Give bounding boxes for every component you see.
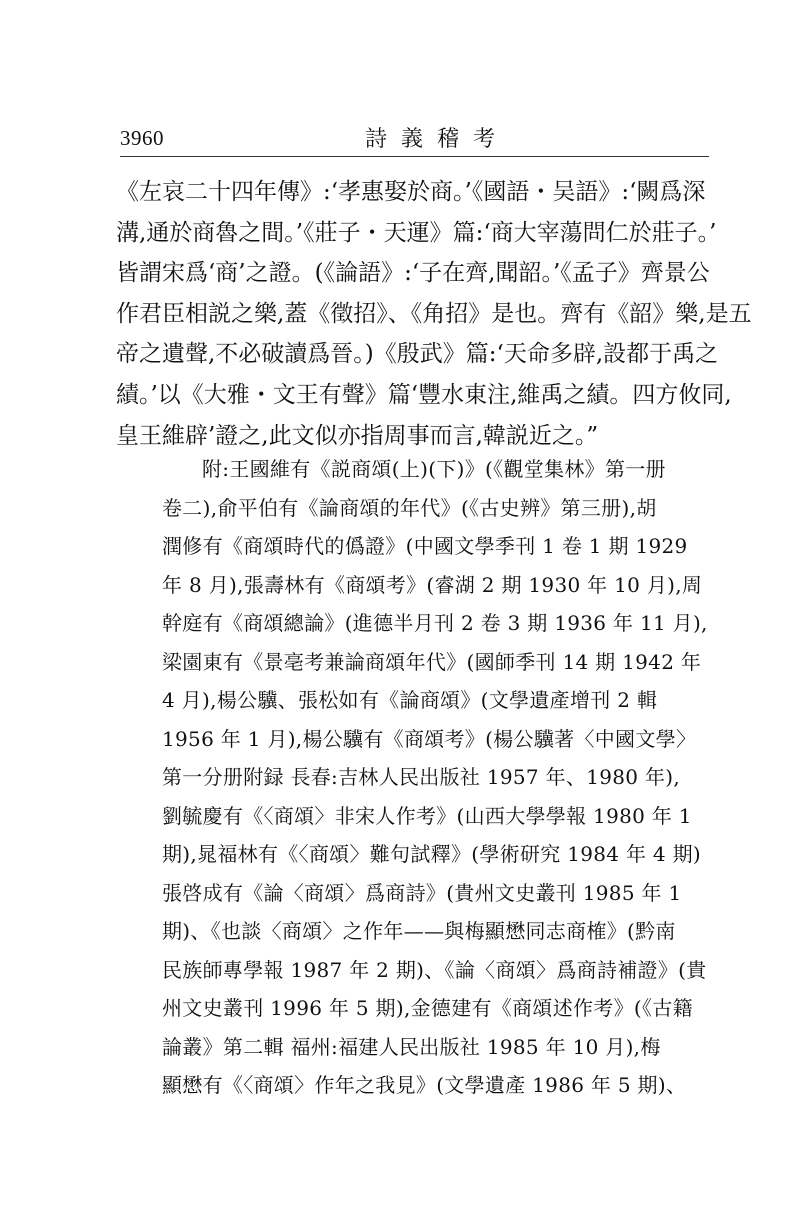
text-line: 皆謂宋爲‘商’之證。(《論語》:‘子在齊,聞韶。’《孟子》齊景公 [116,260,710,287]
note-line: 張啓成有《論〈商頌〉爲商詩》(貴州文史叢刊 1985 年 1 [162,880,682,905]
text-line: 績。’以《大雅・文王有聲》篇‘豐水東注,維禹之績。四方攸同, [116,381,732,408]
note-line: 卷二),俞平伯有《論商頌的年代》(《古史辨》第三册),胡 [162,495,657,520]
appendix-note [162,450,722,1105]
note-line: 年 8 月),張壽林有《商頌考》(睿湖 2 期 1930 年 10 月),周 [162,572,703,597]
note-line: 論叢》第二輯 福州:福建人民出版社 1985 年 10 月),梅 [162,1034,661,1059]
text-line: 《左哀二十四年傳》:‘孝惠娶於商。’《國語・吴語》:‘闕爲深 [116,179,706,205]
text-line: 溝,通於商魯之間。’《莊子・天運》篇:‘商大宰蕩問仁於莊子。’ [116,219,717,246]
note-line: 附:王國維有《説商頌(上)(下)》(《觀堂集林》第一册 [202,457,666,481]
header-rule [120,156,709,157]
note-line: 第一分册附録 長春:吉林人民出版社 1957 年、1980 年), [162,765,681,789]
note-line: 州文史叢刊 1996 年 5 期),金德建有《商頌述作考》(《古籍 [162,996,693,1020]
note-line: 梁園東有《景亳考兼論商頌年代》(國師季刊 14 期 1942 年 [162,649,702,674]
note-line: 顯懋有《〈商頌〉作年之我見》(文學遺產 1986 年 5 期)、 [162,1073,687,1097]
note-line: 期),晁福林有《〈商頌〉難句試釋》(學術研究 1984 年 4 期) [162,842,702,866]
note-line: 4 月),楊公驥、張松如有《論商頌》(文學遺產增刊 2 輯 [162,688,658,712]
note-line: 1956 年 1 月),楊公驥有《商頌考》(楊公驥著〈中國文學〉 [162,726,697,751]
page-number: 3960 [120,126,164,150]
text-line: 皇王維辟’證之,此文似亦指周事而言,韓説近之。” [116,422,599,449]
note-line: 幹庭有《商頌總論》(進德半月刊 2 卷 3 期 1936 年 11 月), [162,611,708,635]
main-text [116,172,752,456]
running-title: 詩義稽考 [365,127,510,152]
note-line: 劉毓慶有《〈商頌〉非宋人作考》(山西大學學報 1980 年 1 [162,803,692,828]
note-line: 民族師專學報 1987 年 2 期)、《論〈商頌〉爲商詩補證》(貴 [162,957,707,982]
note-line: 潤修有《商頌時代的僞證》(中國文學季刊 1 卷 1 期 1929 [162,534,688,558]
note-line: 期)、《也談〈商頌〉之作年——與梅顯懋同志商榷》(黔南 [162,919,676,943]
page-header [120,118,709,156]
text-line: 作君臣相説之樂,蓋《徵招》、《角招》是也。齊有《韶》樂,是五 [116,300,752,327]
text-line: 帝之遺聲,不必破讀爲晉。)《殷武》篇:‘天命多辟,設都于禹之 [116,341,719,368]
